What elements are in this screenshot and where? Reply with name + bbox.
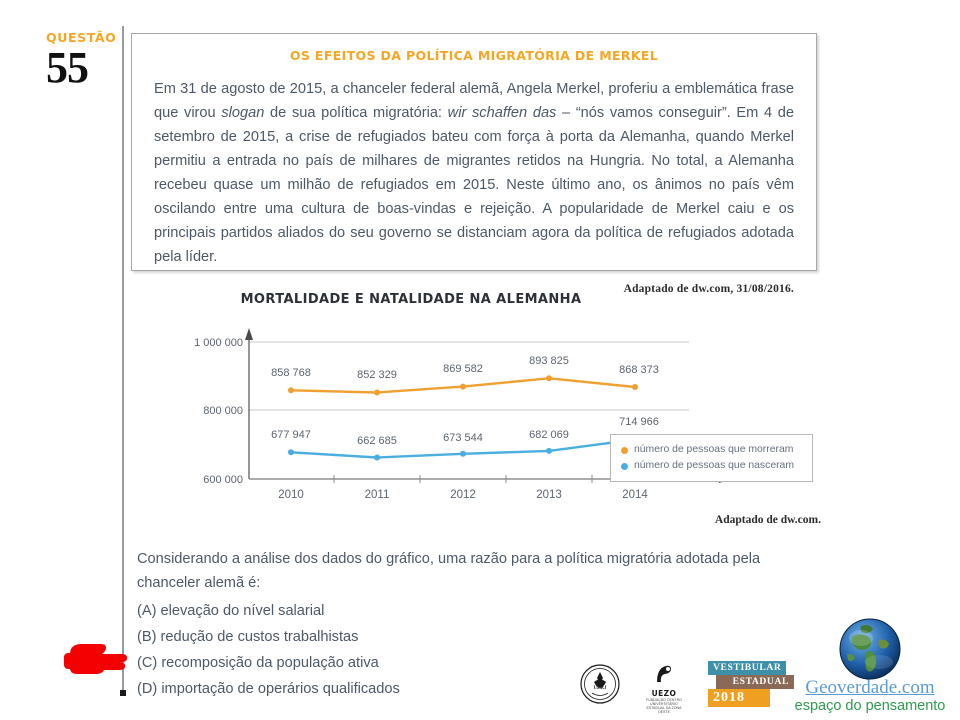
para-segment-1: Em 31 de agosto de 2015, a chanceler federal alemã, Angela Merkel, proferiu a emblemática frase que virou	[154, 81, 794, 121]
badge-line-vestibular: VESTIBULAR	[708, 661, 786, 675]
para-segment-3: – “nós vamos conseguir”. Em 4 de setembro de 2015, a crise de refugiados bateu com força à porta da Alemanha, quando Merkel permitiu a entrada no país de milhares de migrantes retidos na Hungria. No total, a Alemanha recebeu quase um milhão de refugiados em 2015. Neste último ano, os ânimos no país vêm oscilando entre uma cultura de boas-vindas e rejeição. A popularidade de Merkel caiu e os principais partidos aliados do seu governo se distanciam agora da política de refugiados adotada pela líder.	[154, 105, 794, 265]
source-text-body	[154, 77, 794, 269]
x-tick-label-2010: 2010	[278, 489, 304, 501]
option-c[interactable]: (C) recomposição da população ativa	[137, 655, 379, 671]
vestibular-badge	[708, 661, 794, 707]
source-attribution: Adaptado de dw.com, 31/08/2016.	[623, 283, 794, 295]
uezo-sublabel: FUNDAÇÃO CENTRO UNIVERSITÁRIO ESTADUAL DA ZONA OESTE	[646, 698, 682, 714]
data-label-births-2013: 682 069	[529, 429, 569, 441]
x-tick-label-2011: 2011	[364, 489, 390, 501]
point-births-2013	[546, 448, 552, 454]
point-deaths-2011	[374, 390, 380, 396]
source-paragraph	[154, 77, 794, 269]
point-deaths-2014	[632, 384, 638, 390]
pointing-hand-cursor-icon	[62, 641, 128, 681]
watermark-title: Geoverdade.com	[805, 677, 935, 698]
data-label-deaths-2011: 852 329	[357, 369, 397, 381]
data-label-births-2010: 677 947	[271, 429, 311, 441]
legend-dot-blue-icon	[621, 463, 628, 470]
data-label-deaths-2013: 893 825	[529, 355, 569, 367]
svg-text:UERJ: UERJ	[593, 686, 607, 691]
margin-rule-end-marker	[120, 690, 126, 696]
legend-label-deaths: número de pessoas que morreram	[634, 444, 794, 455]
data-label-deaths-2014: 868 373	[619, 364, 659, 376]
legend-item-deaths	[621, 442, 802, 458]
legend-item-births	[621, 458, 802, 474]
legend-dot-orange-icon	[621, 447, 628, 454]
question-number: 55	[46, 42, 88, 92]
source-text-box	[131, 33, 817, 295]
x-tick-label-2013: 2013	[536, 489, 562, 501]
uezo-logo	[646, 663, 682, 714]
y-axis-arrow	[245, 328, 253, 340]
institution-logos	[580, 662, 794, 714]
globe-icon	[839, 618, 901, 680]
x-tick-label-2012: 2012	[450, 489, 476, 501]
data-label-deaths-2012: 869 582	[443, 363, 483, 375]
margin-rule	[122, 26, 124, 694]
point-births-2012	[460, 451, 466, 457]
para-italic-phrase: wir schaffen das	[447, 105, 557, 121]
badge-line-estadual: ESTADUAL	[716, 675, 794, 689]
uezo-mark-icon	[653, 663, 675, 685]
chart-attribution: Adaptado de dw.com.	[714, 514, 821, 526]
data-label-deaths-2010: 858 768	[271, 367, 311, 379]
point-deaths-2013	[546, 375, 552, 381]
data-label-births-2014: 714 966	[619, 416, 659, 428]
x-tick-label-2014: 2014	[622, 489, 648, 501]
chart-legend	[610, 434, 813, 482]
option-d[interactable]: (D) importação de operários qualificados	[137, 681, 400, 697]
source-text-title: OS EFEITOS DA POLÍTICA MIGRATÓRIA DE MERKEL	[289, 48, 659, 63]
legend-label-births: número de pessoas que nasceram	[634, 460, 794, 471]
y-tick-label-800000: 800 000	[203, 405, 243, 417]
uezo-label: UEZO	[651, 689, 677, 698]
question-label: QUESTÃO	[46, 30, 117, 45]
para-italic-slogan: slogan	[221, 105, 265, 121]
geoverdade-watermark	[786, 618, 954, 714]
point-deaths-2010	[288, 387, 294, 393]
option-b[interactable]: (B) redução de custos trabalhistas	[137, 629, 359, 645]
watermark-subtitle: espaço do pensamento	[794, 698, 946, 714]
point-births-2010	[288, 449, 294, 455]
question-number-block	[46, 30, 122, 92]
chart-title: MORTALIDADE E NATALIDADE NA ALEMANHA	[240, 292, 582, 307]
badge-line-year: 2018	[708, 689, 770, 707]
para-segment-2: de sua política migratória:	[264, 105, 448, 121]
y-tick-label-600000: 600 000	[203, 474, 243, 486]
point-births-2011	[374, 455, 380, 461]
data-label-births-2011: 662 685	[357, 435, 397, 447]
option-a[interactable]: (A) elevação do nível salarial	[137, 603, 325, 619]
y-tick-label-1000000: 1 000 000	[194, 337, 243, 349]
question-stem: Considerando a análise dos dados do gráfico, uma razão para a política migratória adotada pela chanceler alemã é:	[137, 551, 761, 591]
data-label-births-2012: 673 544	[443, 432, 483, 444]
point-deaths-2012	[460, 384, 466, 390]
chart-container	[131, 292, 821, 526]
uerj-seal-icon	[580, 664, 620, 704]
